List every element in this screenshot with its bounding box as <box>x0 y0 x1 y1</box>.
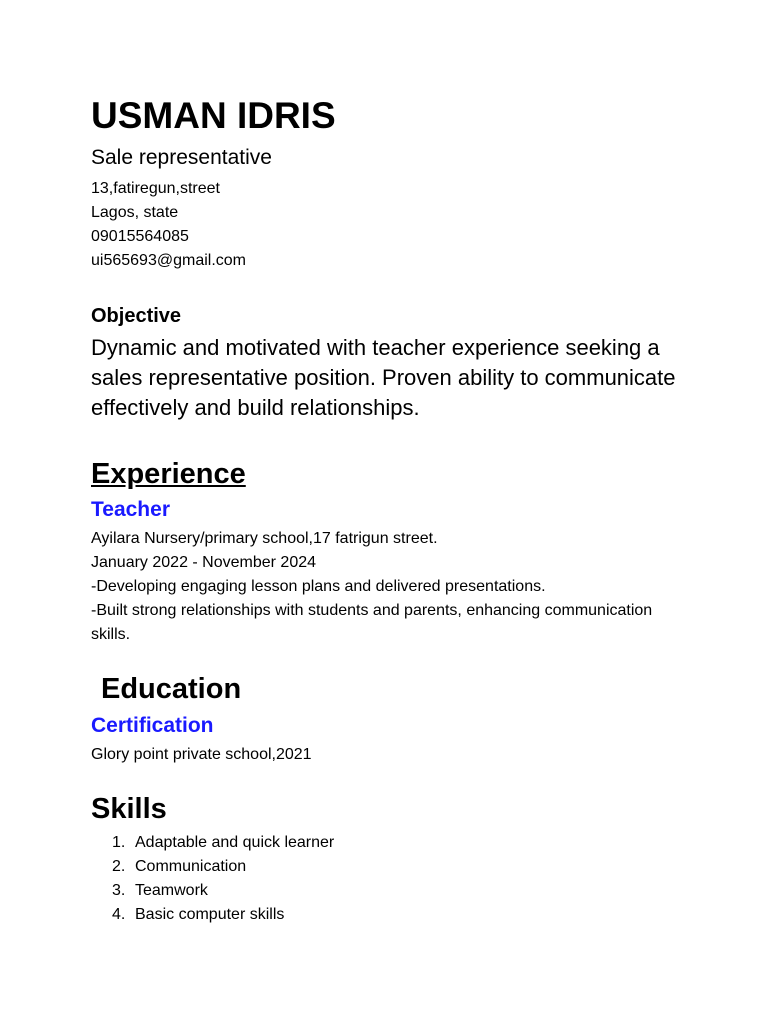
address-line-1: 13,fatiregun,street <box>91 180 220 197</box>
list-number: 2. <box>112 858 126 875</box>
objective-text: Dynamic and motivated with teacher experience seeking a sales representative position. Proven ability to communicate effectively and build relationships. <box>91 335 676 420</box>
experience-bullet: -Developing engaging lesson plans and delivered presentations. <box>91 578 546 595</box>
list-item <box>91 831 334 855</box>
education-detail: Glory point private school,2021 <box>91 746 312 763</box>
experience-heading: Experience <box>91 458 246 490</box>
list-item <box>91 879 334 903</box>
skill-label: Basic computer skills <box>135 906 285 923</box>
address-line-2: Lagos, state <box>91 204 179 221</box>
candidate-role: Sale representative <box>91 146 272 169</box>
list-item <box>91 855 334 879</box>
email-address: ui565693@gmail.com <box>91 252 246 269</box>
contact-block <box>91 177 246 273</box>
experience-details <box>91 527 691 647</box>
skill-label: Adaptable and quick learner <box>135 834 335 851</box>
job-title: Teacher <box>91 498 170 521</box>
workplace: Ayilara Nursery/primary school,17 fatrigun street. <box>91 530 438 547</box>
experience-bullet: -Built strong relationships with students and parents, enhancing communication skills. <box>91 602 653 643</box>
skill-label: Teamwork <box>135 882 208 899</box>
education-subtitle: Certification <box>91 714 214 737</box>
phone-number: 09015564085 <box>91 228 189 245</box>
list-item <box>91 903 334 927</box>
list-number: 3. <box>112 882 126 899</box>
skill-label: Communication <box>135 858 247 875</box>
objective-heading: Objective <box>91 305 182 327</box>
list-number: 4. <box>112 906 126 923</box>
employment-dates: January 2022 - November 2024 <box>91 554 317 571</box>
skills-list <box>91 831 334 927</box>
education-heading: Education <box>101 673 242 705</box>
skills-heading: Skills <box>91 793 167 825</box>
list-number: 1. <box>112 834 126 851</box>
candidate-name: USMAN IDRIS <box>91 95 336 136</box>
